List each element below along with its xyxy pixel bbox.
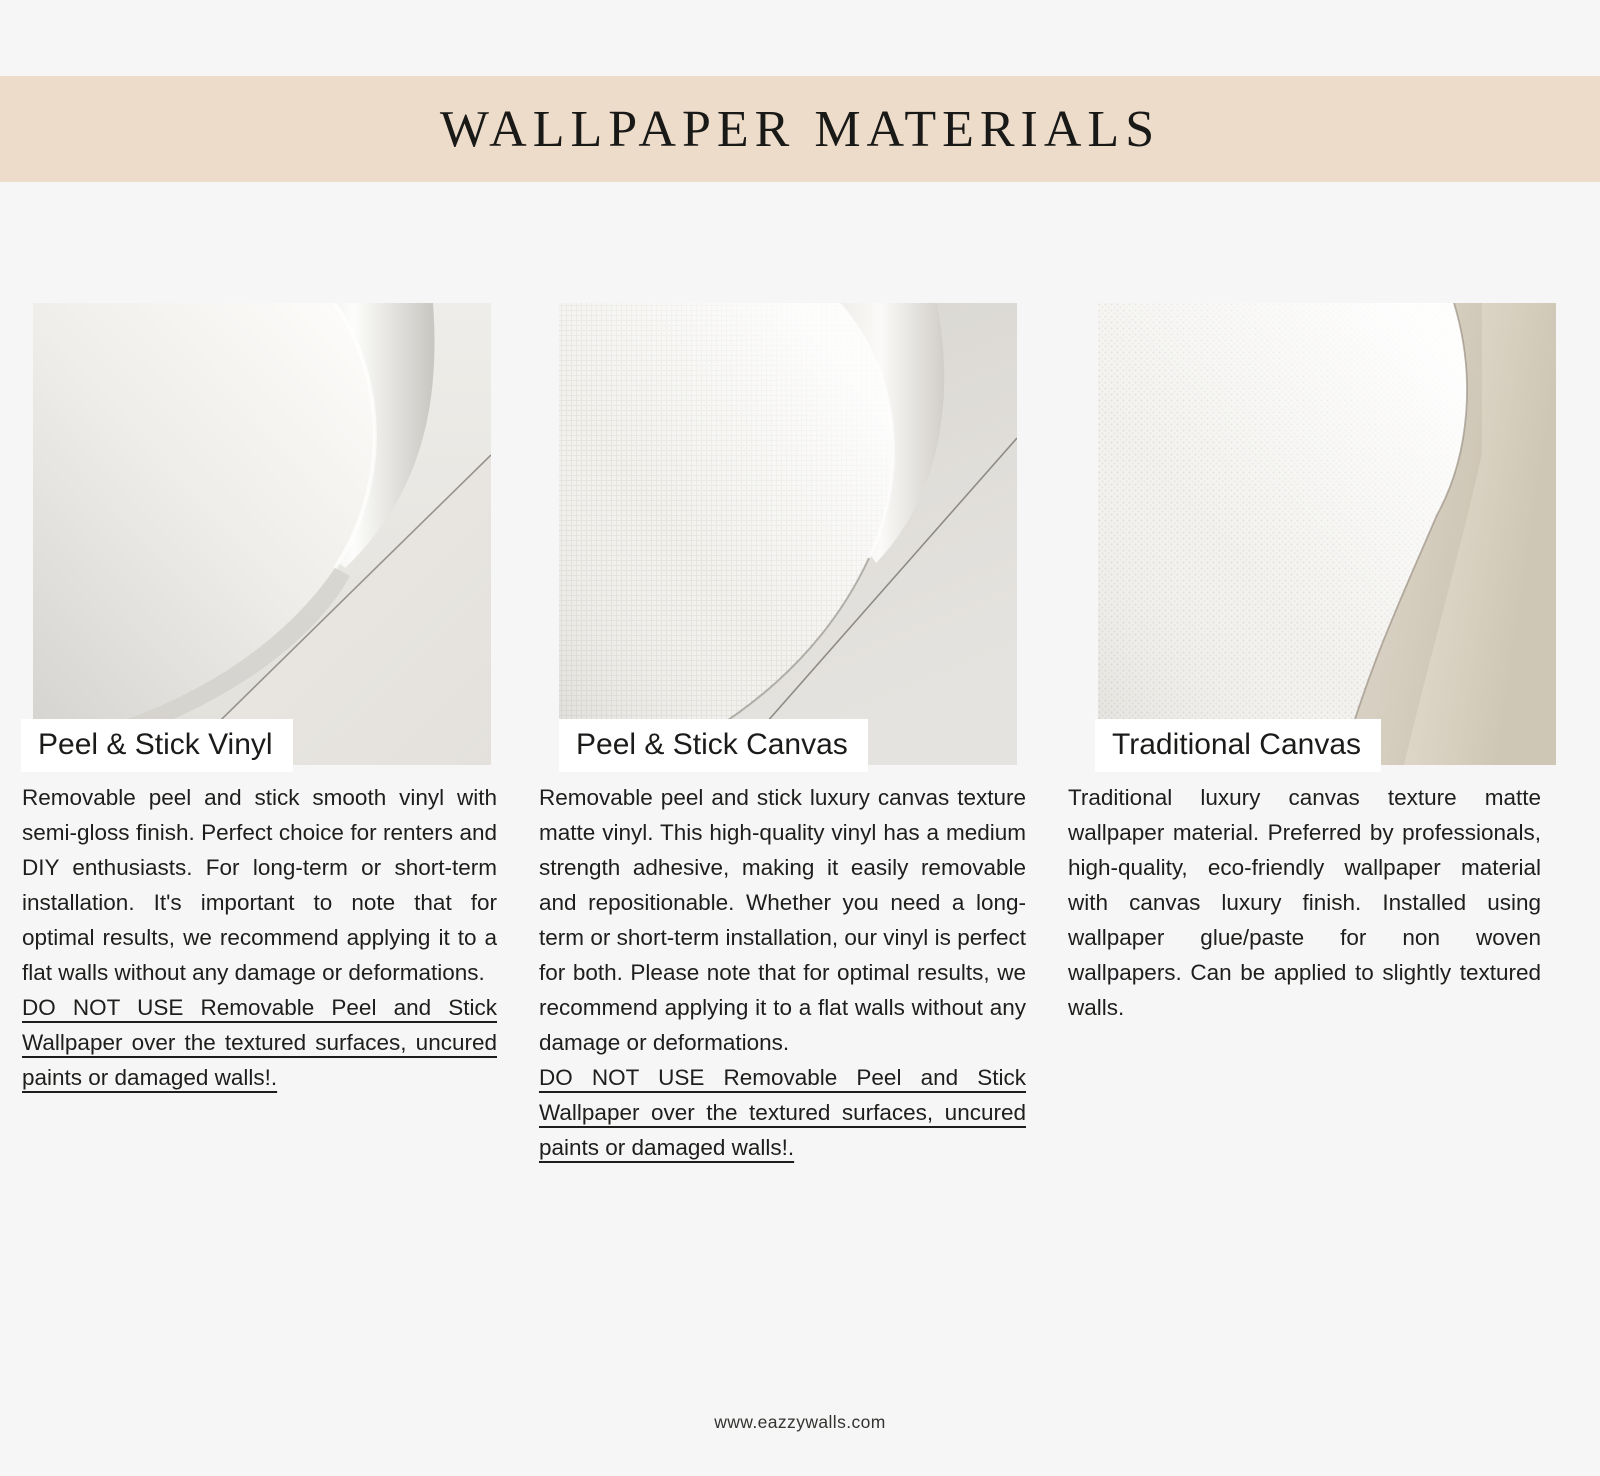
page-title: WALLPAPER MATERIALS [439,100,1161,158]
smooth-vinyl-illustration [33,303,491,765]
material-column-traditional-canvas [1068,303,1541,1165]
materials-columns [0,303,1600,1165]
peel-stick-canvas-photo [559,303,1017,765]
material-warning: DO NOT USE Removable Peel and Stick Wallpaper over the textured surfaces, uncured paints or damaged walls!. [22,995,497,1090]
material-column-ps-canvas [539,303,1026,1165]
material-column-vinyl [22,303,497,1165]
material-description: Removable peel and stick luxury canvas texture matte vinyl. This high-quality vinyl has a medium strength adhesive, making it easily removable and repositionable. Whether you need a long-term or short-term installation, our vinyl is perfect for both. Please note that for optimal results, we recommend applying it to a flat walls without any damage or deformations. [539,785,1026,1055]
traditional-canvas-photo [1098,303,1556,765]
peel-stick-canvas-illustration [559,303,1017,765]
title-banner [0,76,1600,182]
material-label: Peel & Stick Vinyl [21,719,293,772]
material-warning: DO NOT USE Removable Peel and Stick Wallpaper over the textured surfaces, uncured paints or damaged walls!. [539,1065,1026,1160]
website-footer: www.eazzywalls.com [714,1412,886,1432]
traditional-canvas-illustration [1098,303,1556,765]
material-label: Peel & Stick Canvas [559,719,868,772]
material-description: Removable peel and stick smooth vinyl with semi-gloss finish. Perfect choice for renters and DIY enthusiasts. For long-term or short-term installation. It's important to note that for optimal results, we recommend applying it to a flat walls without any damage or deformations. [22,785,497,985]
material-label: Traditional Canvas [1095,719,1381,772]
smooth-vinyl-photo [33,303,491,765]
material-description: Traditional luxury canvas texture matte wallpaper material. Preferred by professionals, high-quality, eco-friendly wallpaper material with canvas luxury finish. Installed using wallpaper glue/paste for non woven wallpapers. Can be applied to slightly textured walls. [1068,785,1541,1020]
